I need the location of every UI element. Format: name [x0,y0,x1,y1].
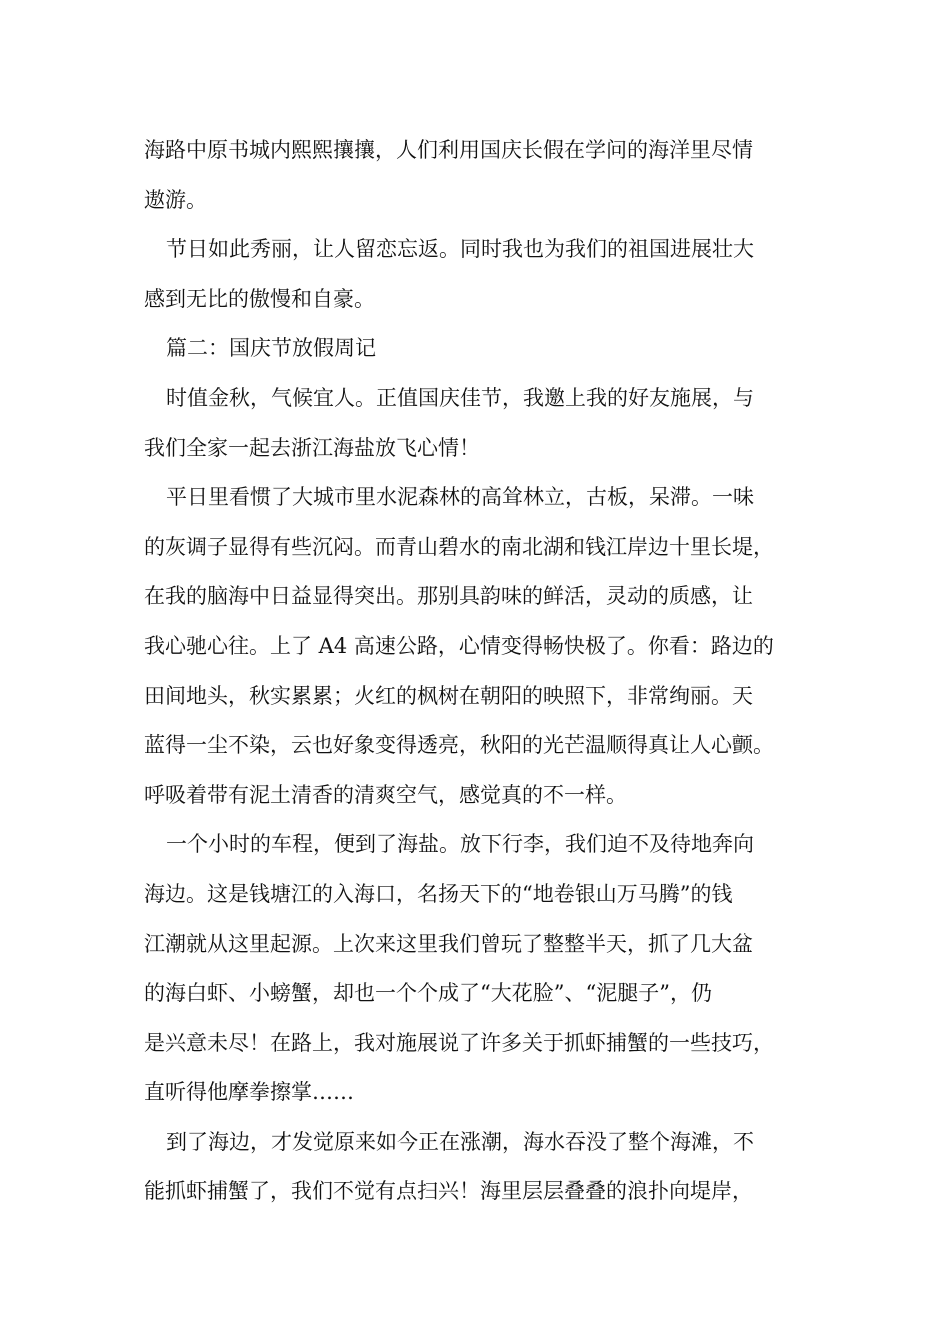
text-line: 蓝得一尘不染，云也好象变得透亮，秋阳的光芒温顺得真让人心颤。 [144,733,774,758]
text-line: 在我的脑海中日益显得突出。那别具韵味的鲜活，灵动的质感，让 [144,584,753,609]
text-line: 节日如此秀丽，让人留恋忘返。同时我也为我们的祖国进展壮大 [166,237,754,262]
text-line: 海路中原书城内熙熙攘攘，人们利用国庆长假在学问的海洋里尽情 [144,138,753,162]
text-line: 是兴意未尽！在路上，我对施展说了许多关于抓虾捕蟹的一些技巧， [144,1030,774,1055]
document-body [144,126,834,1217]
section-heading: 篇二：国庆节放假周记 [166,336,376,361]
text-line: 平日里看惯了大城市里水泥森林的高耸林立，古板，呆滞。一味 [166,485,754,510]
text-line: 海边。这是钱塘江的入海口，名扬天下的“地卷银山万马腾”的钱 [144,881,733,906]
text-line: 我们全家一起去浙江海盐放飞心情！ [144,435,480,460]
text-line: 田间地头，秋实累累；火红的枫树在朝阳的映照下，非常绚丽。天 [144,683,753,708]
text-line: 到了海边，才发觉原来如今正在涨潮，海水吞没了整个海滩，不 [166,1129,754,1154]
text-line: 直听得他摩拳擦掌…… [144,1080,354,1105]
text-line: 遨游。 [144,187,207,212]
text-line: 感到无比的傲慢和自豪。 [144,286,375,311]
text-line: 我心驰心往。上了 A4 高速公路，心情变得畅快极了。你看：路边的 [144,633,774,658]
text-line: 呼吸着带有泥土清香的清爽空气，感觉真的不一样。 [144,782,627,807]
text-line: 能抓虾捕蟹了，我们不觉有点扫兴！海里层层叠叠的浪扑向堤岸， [144,1179,753,1204]
text-line: 江潮就从这里起源。上次来这里我们曾玩了整整半天，抓了几大盆 [144,931,753,956]
text-line: 的海白虾、小螃蟹，却也一个个成了“大花脸”、“泥腿子”，仍 [144,981,712,1006]
text-line: 的灰调子显得有些沉闷。而青山碧水的南北湖和钱江岸边十里长堤， [144,534,774,559]
text-line: 时值金秋，气候宜人。正值国庆佳节，我邀上我的好友施展，与 [166,385,754,410]
text-line: 一个小时的车程，便到了海盐。放下行李，我们迫不及待地奔向 [166,832,754,857]
